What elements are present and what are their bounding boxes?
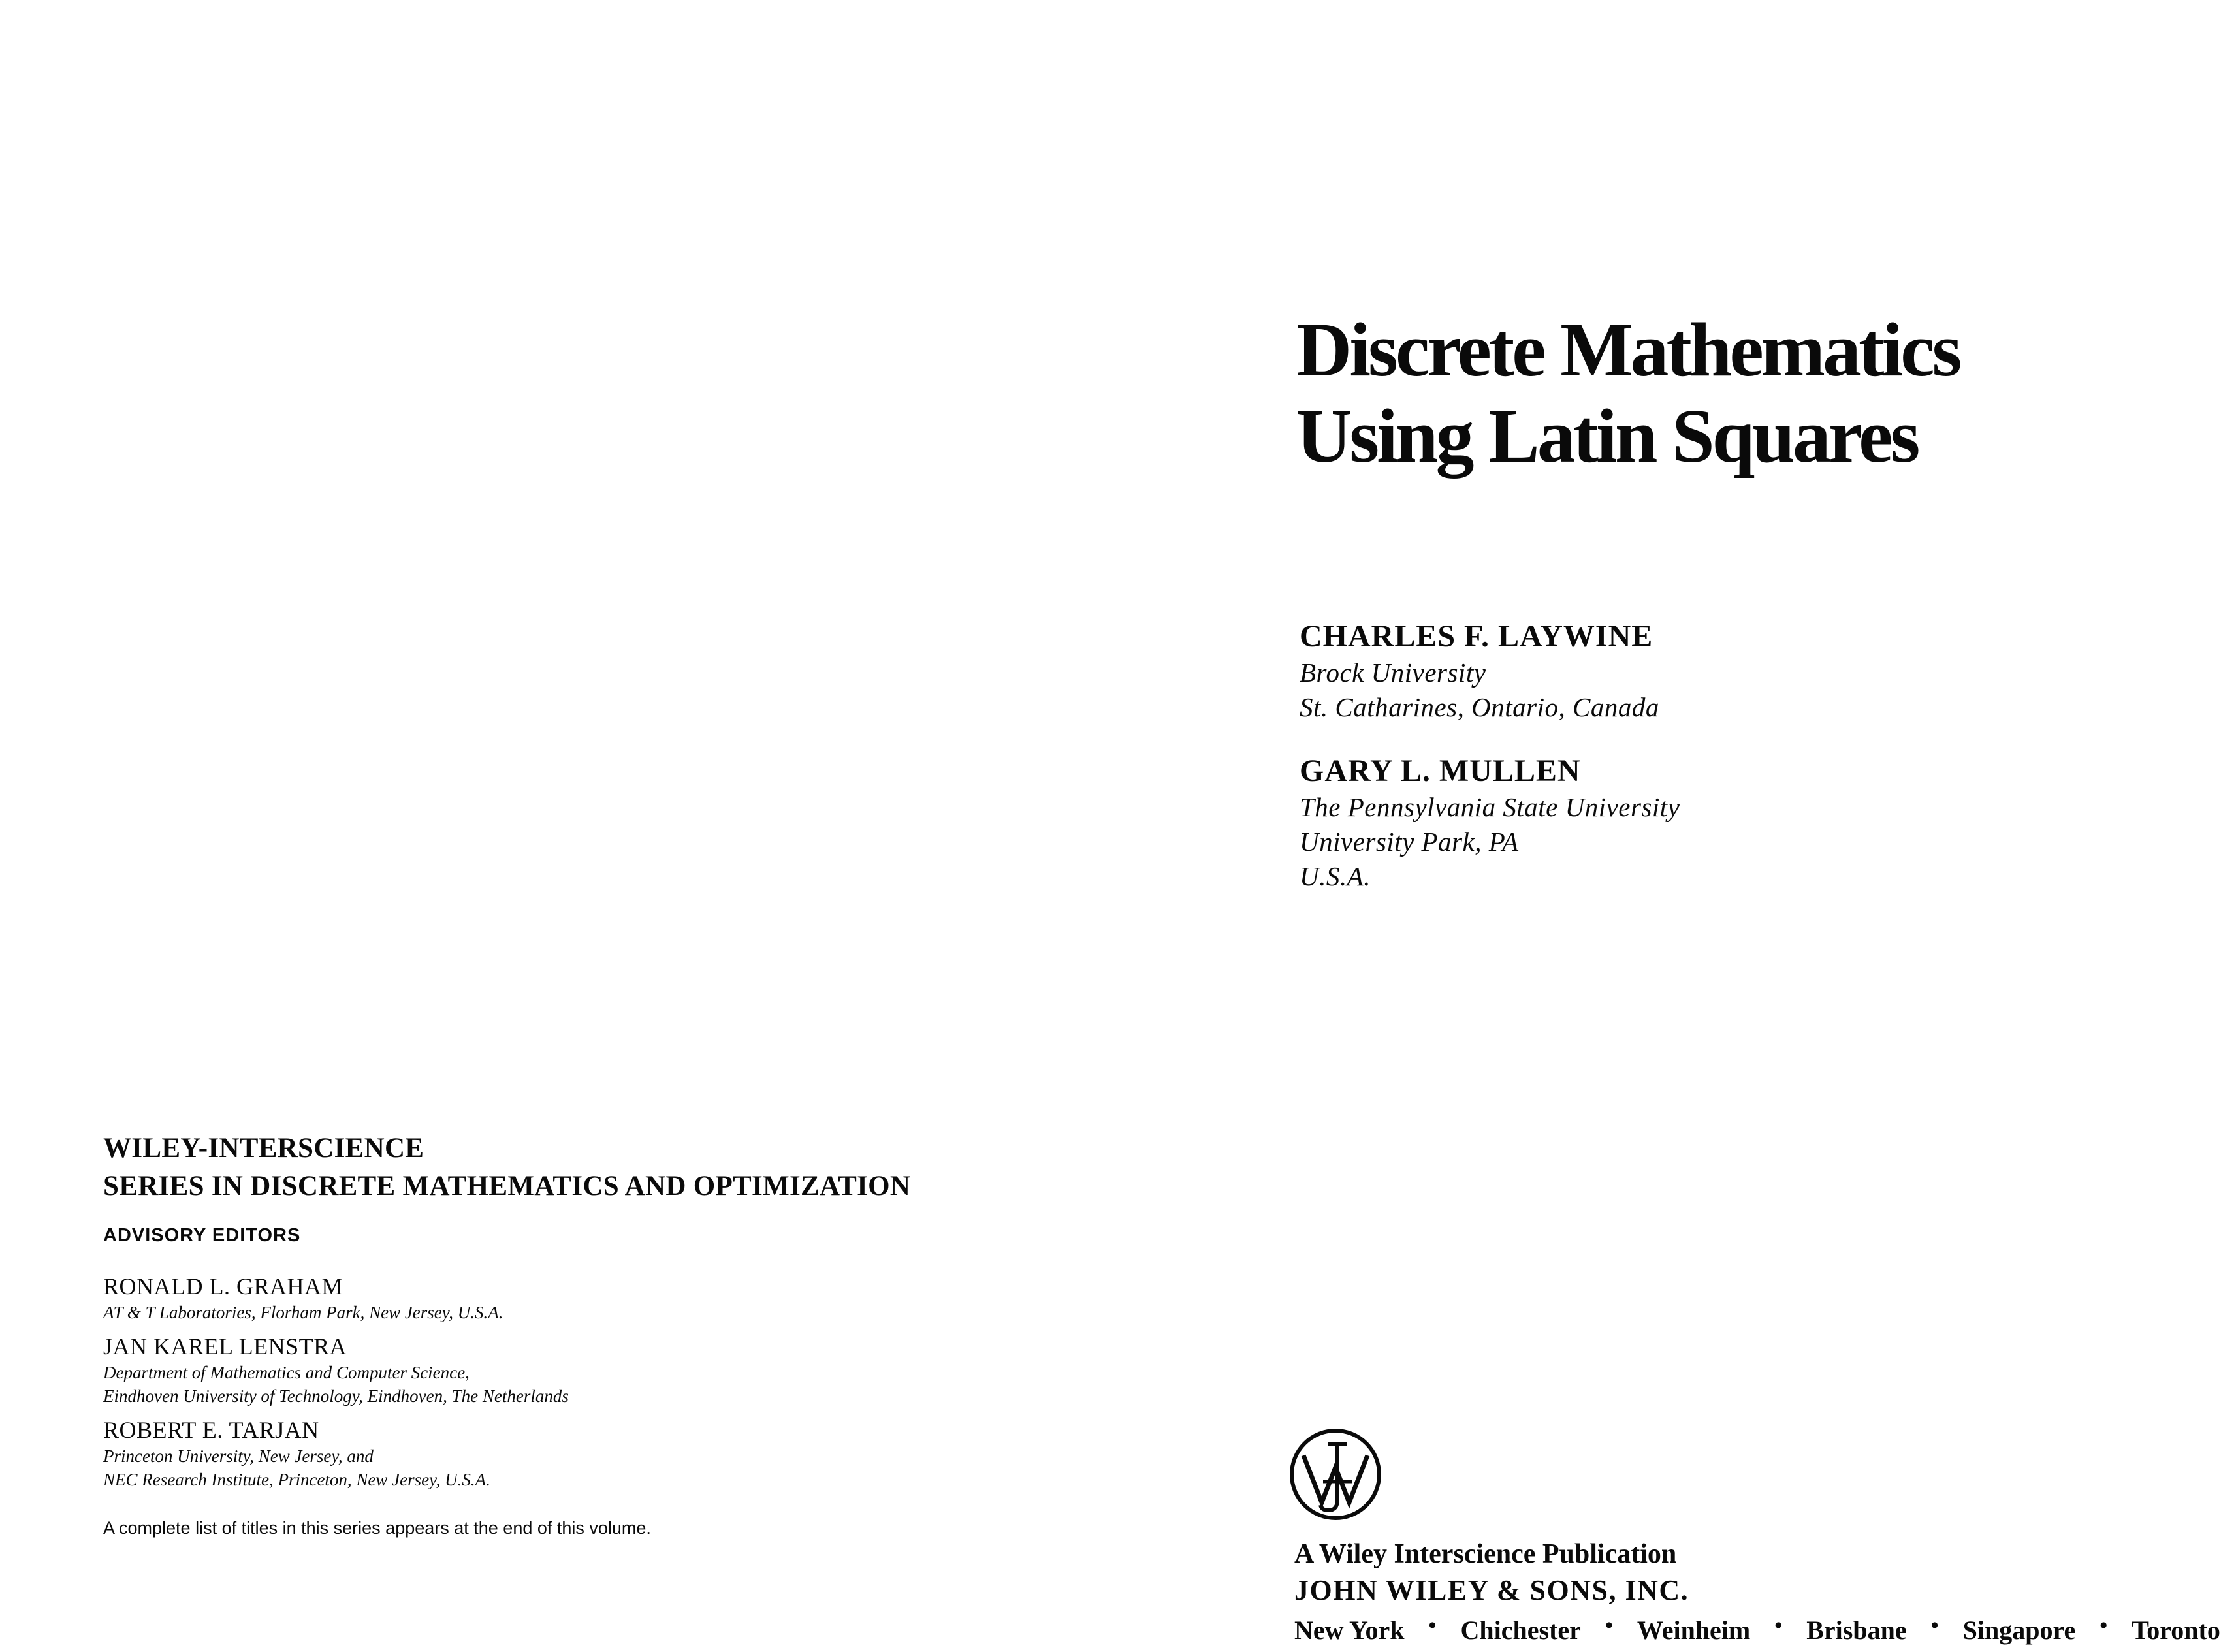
author-affiliation-line: University Park, PA (1300, 827, 1519, 857)
title-line-2: Using Latin Squares (1296, 393, 1918, 479)
author-block-laywine (1300, 618, 1659, 725)
editor-entry-tarjan (103, 1416, 910, 1491)
editor-name: ROBERT E. TARJAN (103, 1417, 319, 1443)
editor-entry-lenstra (103, 1332, 910, 1408)
bullet-separator: • (1930, 1613, 1939, 1638)
author-name: CHARLES F. LAYWINE (1300, 619, 1653, 654)
publisher-cities (1294, 1612, 2220, 1651)
series-title-line-1: WILEY-INTERSCIENCE (103, 1133, 424, 1164)
editor-affiliation-line: Department of Mathematics and Computer Science, (103, 1363, 470, 1382)
title-line-1: Discrete Mathematics (1296, 307, 1960, 392)
city-new-york: New York (1294, 1615, 1405, 1645)
editor-entry-graham (103, 1272, 910, 1324)
editor-name: JAN KAREL LENSTRA (103, 1333, 347, 1359)
editor-name: RONALD L. GRAHAM (103, 1273, 343, 1299)
author-block-mullen (1300, 752, 1680, 894)
editor-affiliation-line: Eindhoven University of Technology, Eindhoven, The Netherlands (103, 1386, 569, 1406)
city-brisbane: Brisbane (1806, 1615, 1907, 1645)
bullet-separator: • (2100, 1613, 2108, 1638)
book-title (1296, 307, 1959, 479)
publisher-info (1294, 1536, 2220, 1651)
city-weinheim: Weinheim (1637, 1615, 1751, 1645)
author-affiliation-line: Brock University (1300, 658, 1486, 688)
series-note: A complete list of titles in this series appears at the end of this volume. (103, 1518, 651, 1538)
wiley-logo-icon (1288, 1427, 1383, 1522)
bullet-separator: • (1774, 1613, 1783, 1638)
city-singapore: Singapore (1962, 1615, 2076, 1645)
bullet-separator: • (1428, 1613, 1437, 1638)
author-affiliation-line: St. Catharines, Ontario, Canada (1300, 692, 1659, 722)
series-info (103, 1130, 910, 1540)
editor-affiliation-line: AT & T Laboratories, Florham Park, New Jersey, U.S.A. (103, 1303, 503, 1322)
editor-affiliation-line: NEC Research Institute, Princeton, New Jersey, U.S.A. (103, 1470, 490, 1489)
editor-affiliation-line: Princeton University, New Jersey, and (103, 1446, 374, 1466)
author-affiliation-line: The Pennsylvania State University (1300, 792, 1680, 822)
city-toronto: Toronto (2132, 1615, 2220, 1645)
publisher-name: JOHN WILEY & SONS, INC. (1294, 1574, 1689, 1606)
publication-line: A Wiley Interscience Publication (1294, 1539, 1677, 1569)
advisory-editors-heading: ADVISORY EDITORS (103, 1225, 301, 1246)
author-affiliation-line: U.S.A. (1300, 861, 1371, 891)
city-chichester: Chichester (1460, 1615, 1581, 1645)
bullet-separator: • (1605, 1613, 1613, 1638)
author-name: GARY L. MULLEN (1300, 754, 1581, 788)
series-title-line-2: SERIES IN DISCRETE MATHEMATICS AND OPTIMIZATION (103, 1171, 911, 1201)
